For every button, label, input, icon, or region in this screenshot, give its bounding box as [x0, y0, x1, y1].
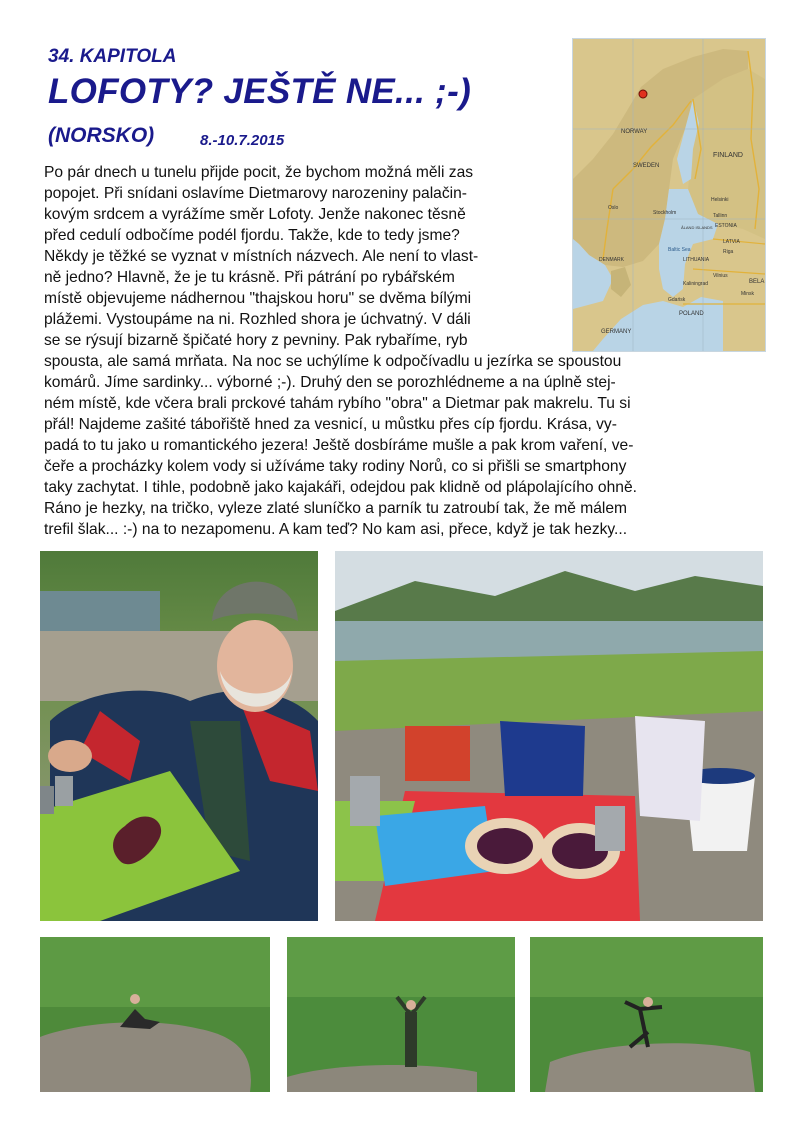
- body-line: čeře a procházky kolem vody si užíváme taky rodiny Norů, co si přišli se smartphony: [44, 458, 627, 475]
- map-label: Helsinki: [711, 197, 729, 203]
- map-label: LITHUANIA: [683, 257, 710, 263]
- body-line: ně jedno? Hlavně, že je tu krásně. Při pátrání po rybářském: [44, 269, 455, 286]
- map-label: Oslo: [608, 205, 619, 211]
- photo-picnic-lake: [335, 551, 763, 921]
- map-label: BELA: [749, 279, 765, 285]
- map-label: LATVIA: [723, 239, 740, 245]
- photo-rock-pose-2: [287, 937, 515, 1092]
- map-label: Riga: [723, 249, 734, 255]
- chapter-label: 34. KAPITOLA: [48, 46, 177, 67]
- map-label: Minsk: [741, 291, 755, 297]
- body-line: Někdy je těžké se vyznat v místních názvech. Ale není to vlast-: [44, 248, 479, 265]
- body-line: místě objevujeme nádhernou "thajskou horu" se dvěma bílými: [44, 290, 472, 307]
- map-label: ESTONIA: [715, 223, 737, 229]
- date-range: 8.-10.7.2015: [200, 132, 285, 149]
- map-label: DENMARK: [599, 257, 625, 263]
- map-label: Stockholm: [653, 210, 677, 216]
- map-label: POLAND: [679, 311, 704, 317]
- map-label: NORWAY: [621, 129, 648, 135]
- scandinavia-map: [572, 38, 766, 352]
- map-label: Baltic Sea: [668, 247, 691, 253]
- body-line: kovým srdcem a vyrážíme směr Lofoty. Jenže nakonec těsně: [44, 206, 466, 223]
- map-label: SWEDEN: [633, 163, 660, 169]
- map-label: Tallinn: [713, 213, 728, 219]
- body-line: padá to tu jako u romantického jezera! Ještě dosbíráme mušle a pak krom vaření, ve-: [44, 437, 634, 454]
- map-label: GERMANY: [601, 329, 632, 335]
- map-label: ÅLAND ISLANDS: [681, 225, 713, 230]
- body-line: komárů. Jíme sardinky... výborné ;-). Druhý den se porozhlédneme a na úplně stej-: [44, 374, 616, 391]
- body-line: Ráno je hezky, na tričko, vyleze zlaté sluníčko a parník tu zatroubí tak, že mě málem: [44, 500, 628, 517]
- chapter-title: LOFOTY? JEŠTĚ NE... ;-): [48, 72, 472, 111]
- body-line: Po pár dnech u tunelu přijde pocit, že bychom možná měli zas: [44, 164, 474, 181]
- photo-rock-pose-3: [530, 937, 763, 1092]
- map-label: FINLAND: [713, 152, 743, 159]
- map-label: Kaliningrad: [683, 281, 709, 287]
- map-label: Gdańsk: [668, 297, 686, 303]
- body-line: ném místě, kde včera brali prckové tahám rybího "obra" a Dietmar pak makrelu. Tu si: [44, 395, 631, 412]
- photo-rock-pose-1: [40, 937, 270, 1092]
- body-line: spousta, ale samá mrňata. Na noc se uchýlíme k odpočívadlu u jezírka se spoustou: [44, 353, 622, 370]
- country-label: (NORSKO): [48, 124, 155, 147]
- body-line: přál! Najdeme zašité tábořiště hned za vesnicí, u můstku přes cíp fjordu. Krása, vy-: [44, 416, 617, 433]
- map-label: Vilnius: [713, 273, 728, 279]
- body-line: popojet. Při snídani oslavíme Dietmarovy narozeniny palačin-: [44, 185, 467, 202]
- body-line: plážemi. Vystoupáme na ni. Rozhled shora je úchvatný. V dáli: [44, 311, 471, 328]
- body-line: trefil šlak... :-) na to nezapomenu. A kam teď? No kam asi, přece, když je tak hezky...: [44, 521, 628, 538]
- photo-birthday-pancake: [40, 551, 318, 921]
- body-line: před cedulí odbočíme podél fjordu. Takže, kde to tedy jsme?: [44, 227, 460, 244]
- body-line: taky zachytat. I tihle, podobně jako kajakáři, odejdou pak klidně od plápolajícího ohně.: [44, 479, 637, 496]
- body-line: se se rýsují bizarně špičaté hory z pevniny. Pak rybaříme, ryb: [44, 332, 468, 349]
